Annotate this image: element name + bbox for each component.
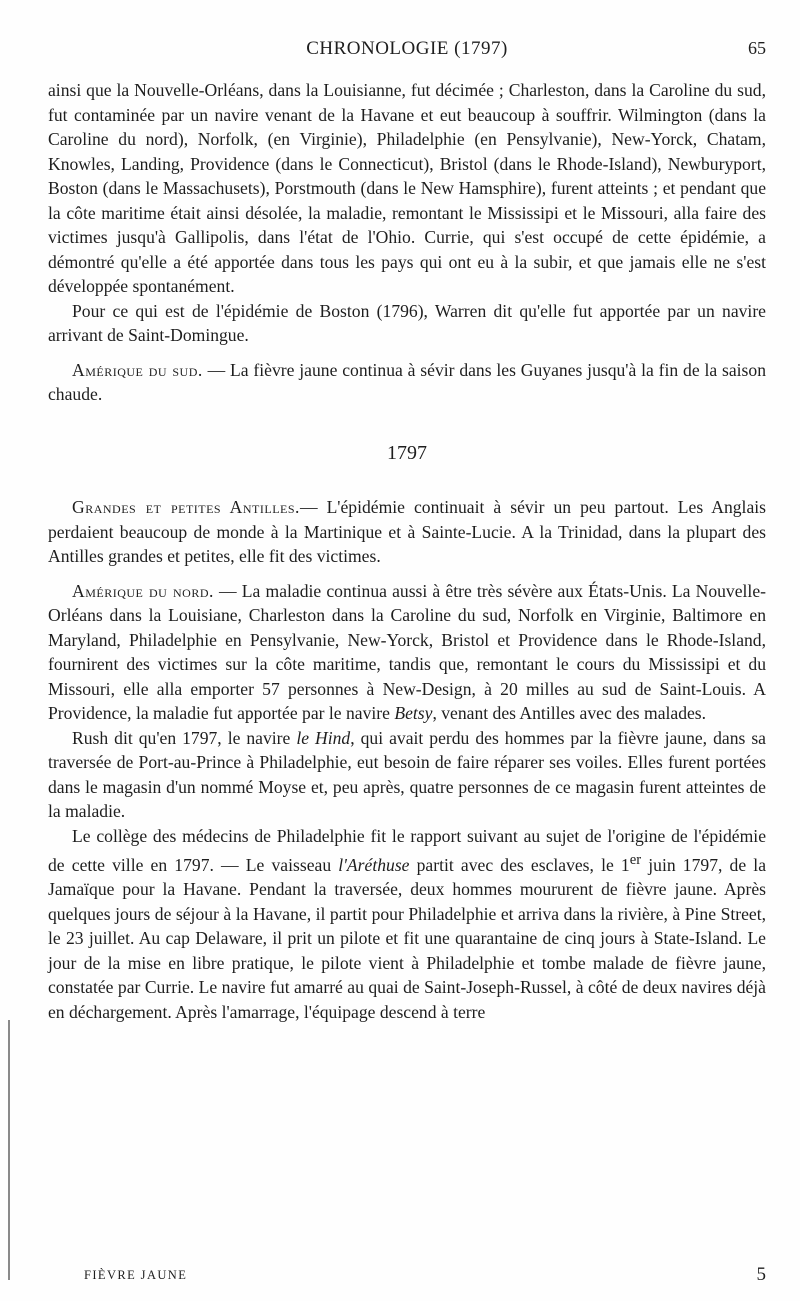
paragraph-rush xyxy=(48,726,766,824)
paragraph-rush-rest: , qui avait perdu des hommes par la fièvre jaune, dans sa traversée de Port-au-Prince à Philadelphie, eut besoin de faire réparer ses voiles. Elles furent portées dans le magasin d'un nommé Moyse et, peu après, quatre personnes de ce magasin furent atteintes de la maladie. xyxy=(48,727,766,821)
paragraph-antilles xyxy=(48,495,766,569)
paragraph-boston: Pour ce qui est de l'épidémie de Boston (1796), Warren dit qu'elle fut apportée par un navire arrivant de Saint-Domingue. xyxy=(48,300,766,345)
year-heading: 1797 xyxy=(387,441,427,464)
paragraph-amerique-nord-tail: , venant des Antilles avec des malades. xyxy=(432,703,707,723)
paragraph-amerique-sud xyxy=(48,358,766,407)
ship-name-hind: le Hind xyxy=(296,727,351,748)
paragraph-rush-start: Rush dit qu'en 1797, le navire xyxy=(72,727,297,748)
paragraph-college-rest: juin 1797, de la Jamaïque pour la Havane. Pendant la traversée, deux hommes moururent de fièvre jaune. Après quelques jours de séjour à la Havane, il partit pour Philadelphie et arriva dans la rivière, à Pine Street, le 23 juillet. Au cap Delaware, il prit un pilote et fit une quarantaine de cinq jours à State-Island. Le jour de la mise en libre pratique, le pilote vient à Philadelphie et tombe malade de fièvre jaune, constatée par Currie. Le navire fut amarré au quai de Saint-Joseph-Russel, à côté de deux navires déjà en déchargement. Après l'amarrage, l'équipage descend à terre xyxy=(48,854,767,1022)
ship-name-arethuse: l'Aréthuse xyxy=(338,854,410,875)
page-number: 65 xyxy=(748,38,766,58)
running-title: CHRONOLOGIE (1797) xyxy=(306,38,508,59)
page-footer xyxy=(84,1264,766,1290)
paragraph-amerique-nord xyxy=(48,579,766,726)
paragraph-amerique-sud-text: — La fièvre jaune continua à sévir dans les Guyanes jusqu'à la fin de la saison chaude. xyxy=(48,359,766,404)
section-heading-amerique-sud: Amérique du sud. xyxy=(72,359,203,380)
section-heading-antilles: Grandes et petites Antilles. xyxy=(72,497,300,517)
paragraph-amerique-nord-text: — La maladie continua aussi à être très sévère aux États-Unis. La Nouvelle-Orléans dans la Louisiane, Charleston dans la Caroline du sud, Norfolk en Virginie, Baltimore en Maryland, Philadelphie en Pensylvanie, New-Yorck, Bristol et Providence dans le Rhode-Island, fournirent des victimes sur la côte maritime, tandis que, remontant le cours du Mississipi et du Missouri, elle alla emporter 57 personnes à New-Design, à 20 milles au sud de Saint-Louis. A Providence, la maladie fut apportée par le navire xyxy=(48,580,766,723)
paragraph-antilles-text: — L'épidémie continuait à sévir un peu partout. Les Anglais perdaient beaucoup de monde à la Martinique et à Sainte-Lucie. A la Trinidad, dans la plupart des Antilles grandes et petites, elle fit des victimes. xyxy=(48,497,766,566)
paragraph-college-start: Le collège des médecins de Philadelphie fit le rapport suivant au sujet de l'origine de l'épidémie de cette ville en 1797. — Le vaisseau xyxy=(48,825,766,875)
binding-edge-line xyxy=(8,1020,10,1280)
section-heading-amerique-nord: Amérique du nord. xyxy=(72,580,214,601)
signature-number: 5 xyxy=(756,1264,766,1285)
signature-mark: FIÈVRE JAUNE xyxy=(84,1268,188,1282)
ship-name-betsy: Betsy xyxy=(394,703,433,723)
paragraph-college-mid: partit avec des esclaves, le 1 xyxy=(409,854,630,875)
body-text xyxy=(48,78,766,1024)
paragraph-college xyxy=(48,824,766,1025)
paragraph-gap xyxy=(48,569,766,579)
superscript-er: er xyxy=(629,852,642,868)
running-head xyxy=(48,38,766,62)
paragraph-gap xyxy=(48,348,766,358)
paragraph-continuation: ainsi que la Nouvelle-Orléans, dans la Louisianne, fut décimée ; Charleston, dans la Caroline du sud, fut contaminée par un navire venant de la Havane et eut beaucoup à souffrir. Wilmington (dans la Caroline du nord), Norfolk, (en Virginie), Philadelphie (en Pensylvanie), New-Yorck, Chatam, Knowles, Landing, Providence (dans le Connecticut), Bristol (dans le Rhode-Island), Newburyport, Boston (dans le Massachusets), Porstmouth (dans le New Hamsphire), furent atteints ; et pendant que la côte maritime était ainsi désolée, la maladie, remontant le Mississipi et le Missouri, alla faire des victimes jusqu'à Gallipolis, dans l'état de l'Ohio. Currie, qui s'est occupé de cette épidémie, a démontré qu'elle a été apportée dans tous les pays qui ont eu à la subir, et que jamais elle ne s'est développée spontanément. xyxy=(48,80,766,296)
